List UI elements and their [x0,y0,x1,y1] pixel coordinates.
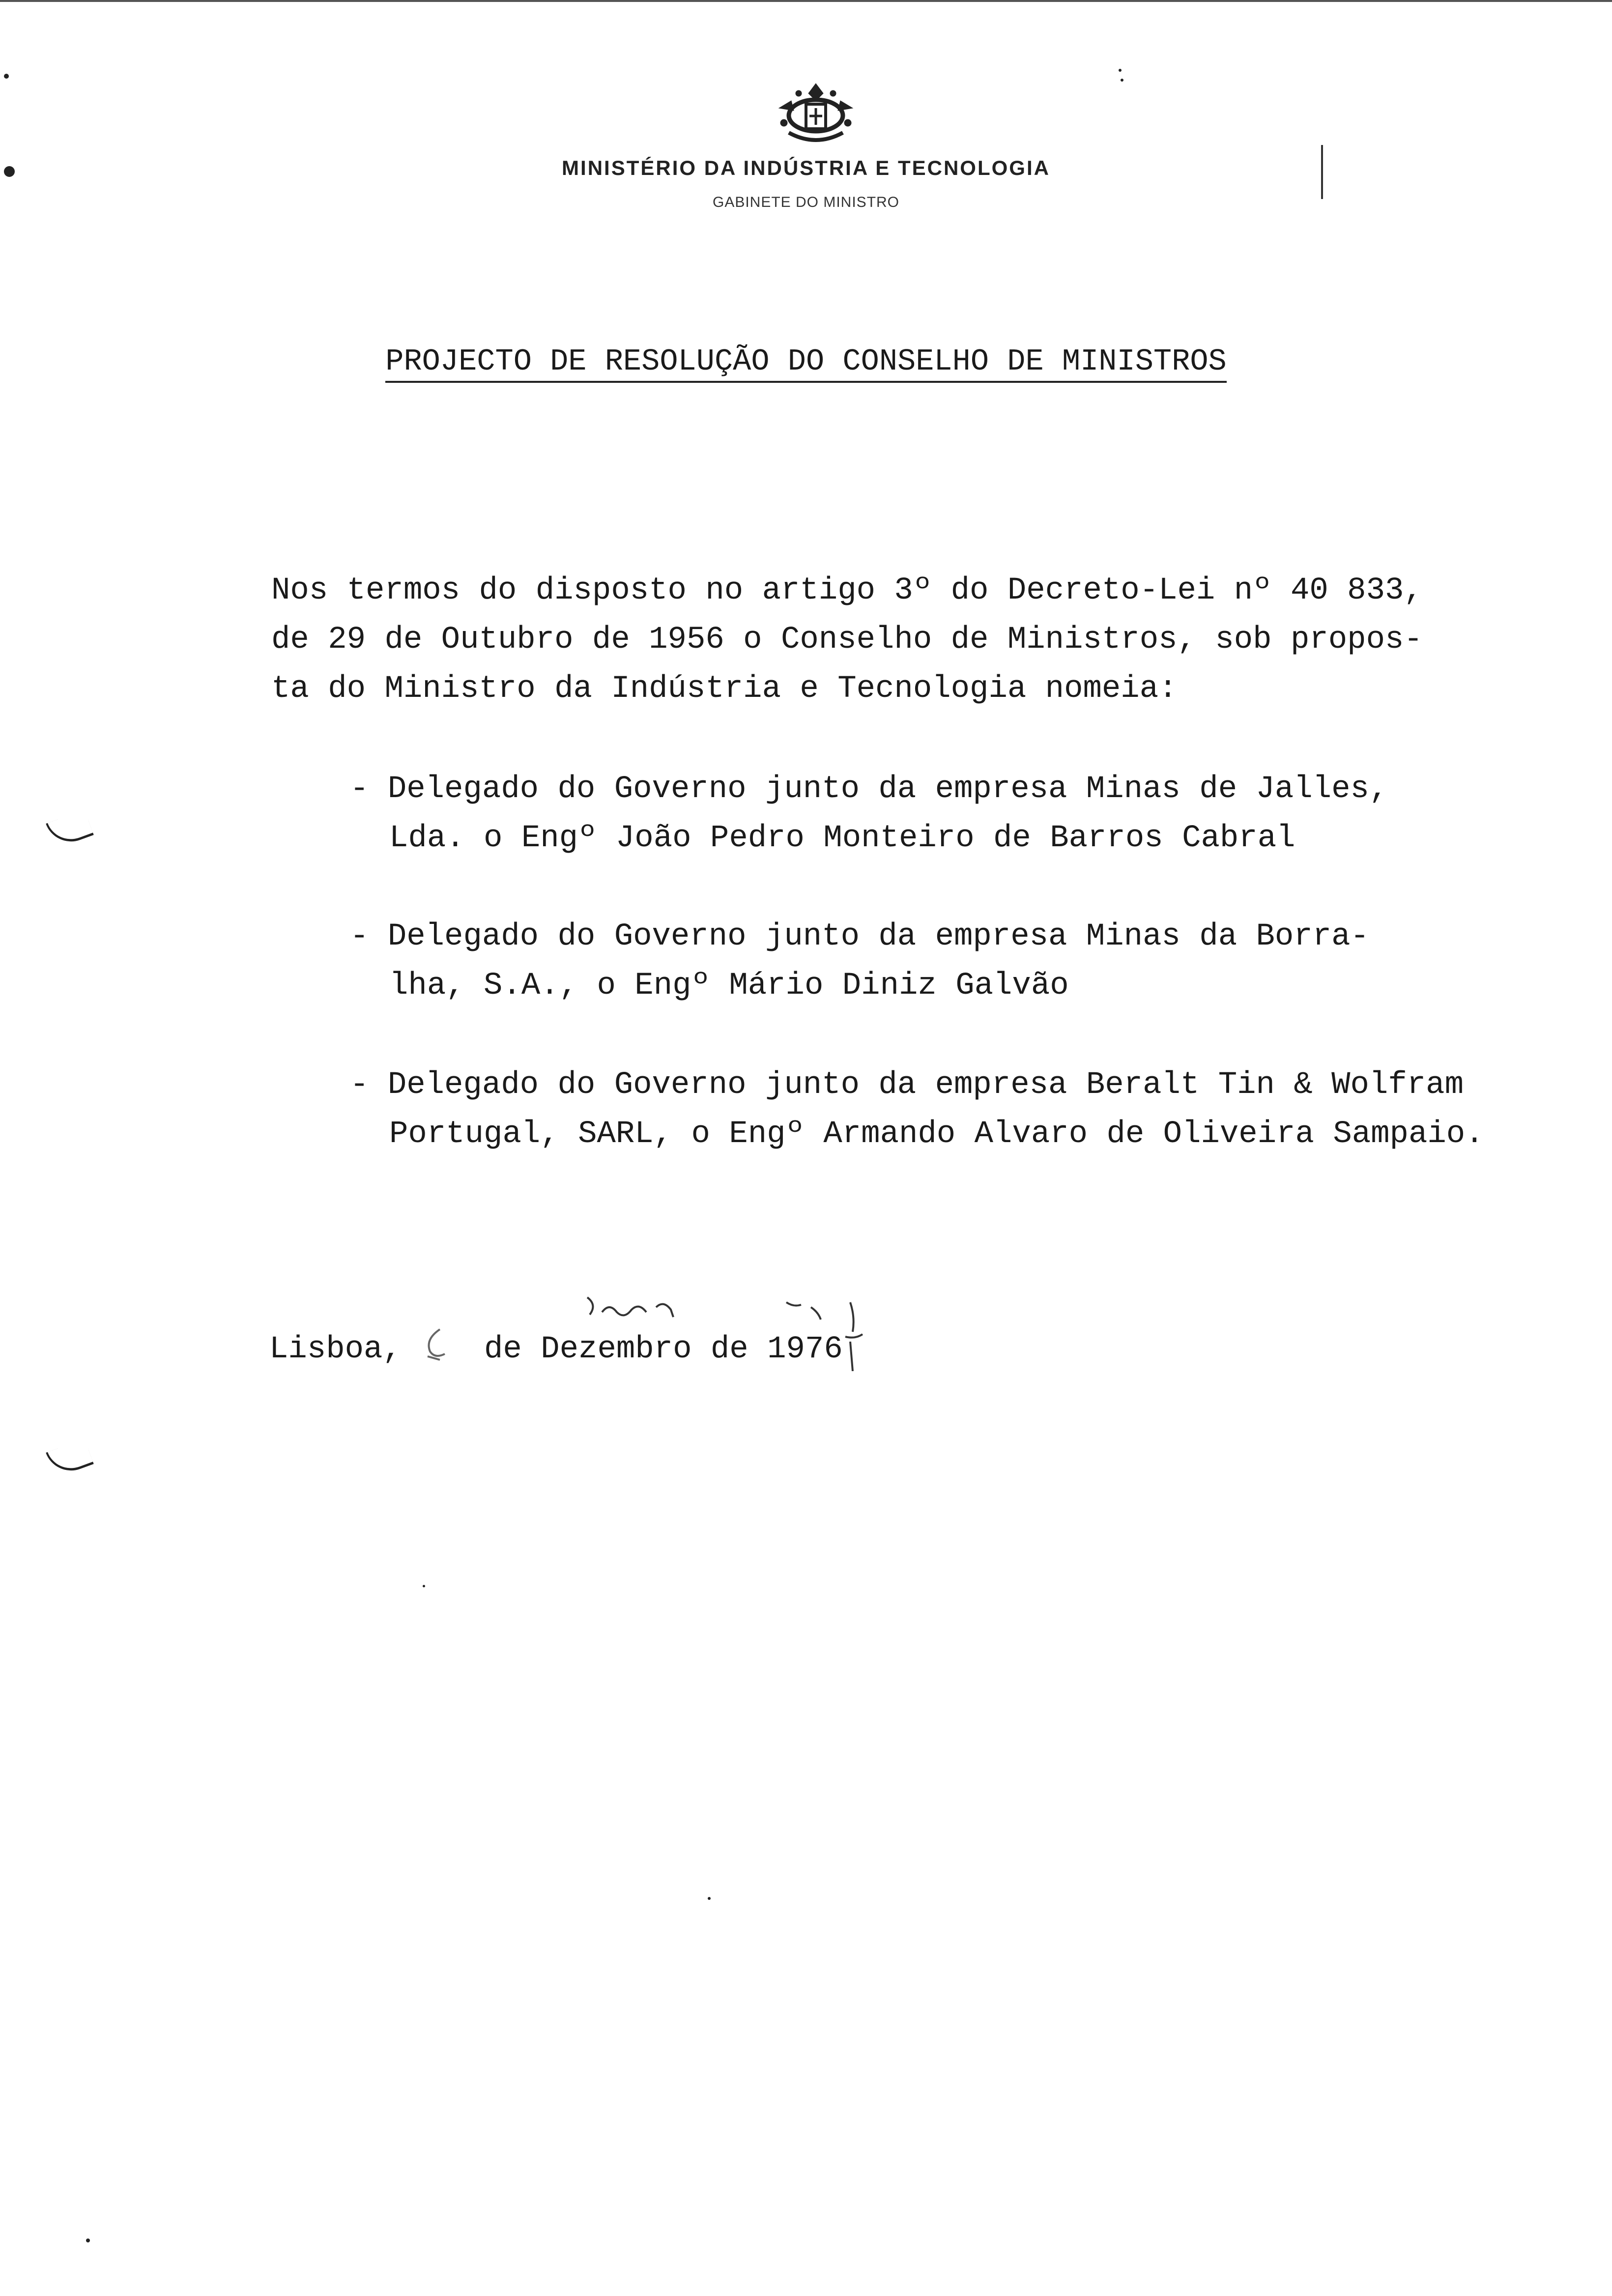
margin-dot [86,2239,90,2242]
coat-of-arms-icon [769,74,863,152]
margin-hook-mark [46,1438,94,1478]
margin-dot [423,1585,425,1587]
intro-line: Nos termos do disposto no artigo 3º do Decreto-Lei nº 40 833, [271,573,1423,608]
appointment-item-line: Portugal, SARL, o Engº Armando Alvaro de Oliveira Sampaio. [389,1117,1484,1152]
margin-bar-mark [1321,145,1323,199]
handwritten-annotation [781,1297,865,1376]
appointment-item-line: - Delegado do Governo junto da empresa Minas de Jalles, [350,772,1388,807]
closing-date: de Dezembro de 1976 [484,1332,843,1367]
margin-hook-mark [46,809,94,849]
appointment-item-line: lha, S.A., o Engº Mário Diniz Galvão [389,968,1069,1004]
margin-dot [4,74,9,79]
ministry-name: MINISTÉRIO DA INDÚSTRIA E TECNOLOGIA [562,156,1050,179]
appointment-item-line: - Delegado do Governo junto da empresa Beralt Tin & Wolfram [350,1067,1464,1103]
intro-line: ta do Ministro da Indústria e Tecnologia nomeia: [271,671,1178,707]
appointment-item-line: - Delegado do Governo junto da empresa Minas da Borra- [350,919,1369,954]
margin-dot [1121,79,1123,82]
document-title [0,344,1612,379]
handwritten-day-mark [420,1324,450,1364]
appointment-item-line: Lda. o Engº João Pedro Monteiro de Barros Cabral [389,821,1295,856]
closing-place: Lisboa, [269,1332,402,1367]
cabinet-name: GABINETE DO MINISTRO [712,194,900,210]
margin-dot [708,1897,711,1900]
top-border [0,0,1612,2]
margin-dot [1119,69,1122,72]
handwritten-annotation [582,1292,710,1327]
document-title-text: PROJECTO DE RESOLUÇÃO DO CONSELHO DE MINISTROS [385,344,1226,383]
intro-line: de 29 de Outubro de 1956 o Conselho de Ministros, sob propos- [271,622,1423,658]
